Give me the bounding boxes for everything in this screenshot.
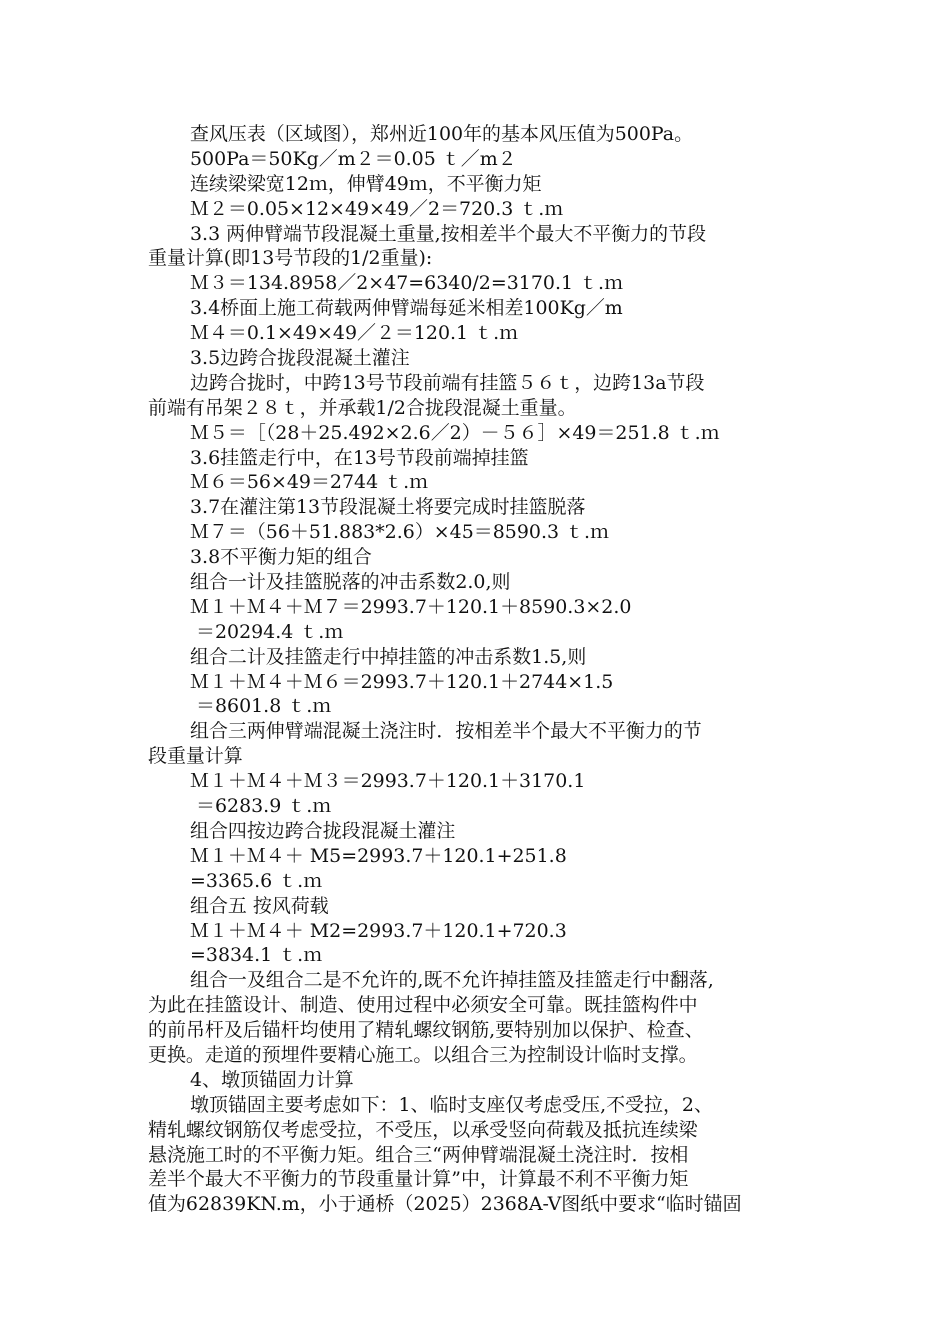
text-line: Ｍ７＝（56＋51.883*2.6）×45＝8590.3 ｔ.ｍ xyxy=(190,521,609,544)
text-line: 3.4桥面上施工荷载两伸臂端每延米相差100Kg／m xyxy=(190,297,623,320)
text-line: ＝20294.4 ｔ.ｍ xyxy=(196,620,344,643)
text-line: =3365.6 ｔ.ｍ xyxy=(190,869,323,892)
text-line: 前端有吊架２８ｔ，并承载1/2合拢段混凝土重量。 xyxy=(148,396,577,419)
text-line: 3.8不平衡力矩的组合 xyxy=(190,546,372,569)
text-line: 500Pa＝50Kg／m２＝0.05 ｔ／m２ xyxy=(190,147,517,170)
text-line: 3.5边跨合拢段混凝土灌注 xyxy=(190,347,410,370)
text-line: 段重量计算 xyxy=(148,745,243,768)
text-line: 4、墩顶锚固力计算 xyxy=(190,1068,354,1091)
text-line: Ｍ３＝134.8958／2×47=6340/2=3170.1 ｔ.ｍ xyxy=(190,272,624,295)
text-line: 悬浇施工时的不平衡力矩。组合三“两伸臂端混凝土浇注时．按相 xyxy=(148,1143,689,1166)
text-line: =3834.1 ｔ.ｍ xyxy=(190,944,323,967)
text-line: 边跨合拢时，中跨13号节段前端有挂篮５６ｔ，边跨13a节段 xyxy=(190,371,705,394)
text-line: 差半个最大不平衡力的节段重量计算”中，计算最不利不平衡力矩 xyxy=(148,1168,689,1191)
text-line: 重量计算(即13号节段的1/2重量): xyxy=(148,247,433,270)
text-line: 组合一及组合二是不允许的,既不允许掉挂篮及挂篮走行中翻落, xyxy=(190,969,714,992)
text-line: Ｍ６＝56×49＝2744 ｔ.ｍ xyxy=(190,471,429,494)
text-line: 墩顶锚固主要考虑如下：1、临时支座仅考虑受压,不受拉，2、 xyxy=(190,1093,713,1116)
text-line: Ｍ４＝0.1×49×49／２＝120.1 ｔ.ｍ xyxy=(190,322,519,345)
text-line: 查风压表（区域图），郑州近100年的基本风压值为500Pa。 xyxy=(190,123,694,145)
text-line: 连续梁梁宽12ｍ，伸臂49ｍ，不平衡力矩 xyxy=(190,172,542,195)
document-body xyxy=(148,122,808,1217)
text-line: 组合四按边跨合拢段混凝土灌注 xyxy=(190,819,456,842)
text-line: Ｍ１＋Ｍ４＋Ｍ３＝2993.7＋120.1＋3170.1 xyxy=(190,770,586,793)
text-line: 组合一计及挂篮脱落的冲击系数2.0,则 xyxy=(190,571,511,594)
text-line: 3.6挂篮走行中，在13号节段前端掉挂篮 xyxy=(190,446,529,469)
text-line: 组合三两伸臂端混凝土浇注时．按相差半个最大不平衡力的节 xyxy=(190,720,702,743)
text-line: 3.3 两伸臂端节段混凝土重量,按相差半个最大不平衡力的节段 xyxy=(190,222,707,245)
text-line: Ｍ５＝［（28＋25.492×2.6／2）－５６］×49＝251.8 ｔ.ｍ xyxy=(190,421,720,444)
text-line: Ｍ１＋Ｍ４＋Ｍ６＝2993.7＋120.1＋2744×1.5 xyxy=(190,670,614,693)
text-line: ＝6283.9 ｔ.ｍ xyxy=(196,795,332,818)
text-line: Ｍ１＋Ｍ４＋Ｍ７＝2993.7＋120.1＋8590.3×2.0 xyxy=(190,595,632,618)
text-line: Ｍ１＋Ｍ４＋ M2=2993.7＋120.1+720.3 xyxy=(190,919,567,942)
text-line: Ｍ１＋Ｍ４＋ M5=2993.7＋120.1+251.8 xyxy=(190,844,567,867)
text-line: 更换。走道的预埋件要精心施工。以组合三为控制设计临时支撑。 xyxy=(148,1043,698,1066)
text-line: 组合五 按风荷载 xyxy=(190,894,329,917)
text-line: 精轧螺纹钢筋仅考虑受拉，不受压，以承受竖向荷载及抵抗连续梁 xyxy=(148,1118,698,1141)
text-line: 的前吊杆及后锚杆均使用了精轧螺纹钢筋,要特别加以保护、检查、 xyxy=(148,1019,704,1042)
text-line: 3.7在灌注第13节段混凝土将要完成时挂篮脱落 xyxy=(190,496,586,519)
text-line: ＝8601.8 ｔ.ｍ xyxy=(196,695,332,718)
text-line: 组合二计及挂篮走行中掉挂篮的冲击系数1.5,则 xyxy=(190,645,587,668)
text-line: Ｍ２＝0.05×12×49×49／2＝720.3 ｔ.ｍ xyxy=(190,197,564,220)
text-line: 值为62839KN.m，小于通桥（2025）2368A-V图纸中要求“临时锚固 xyxy=(148,1193,742,1216)
text-line: 为此在挂篮设计、制造、使用过程中必须安全可靠。既挂篮构件中 xyxy=(148,994,698,1017)
